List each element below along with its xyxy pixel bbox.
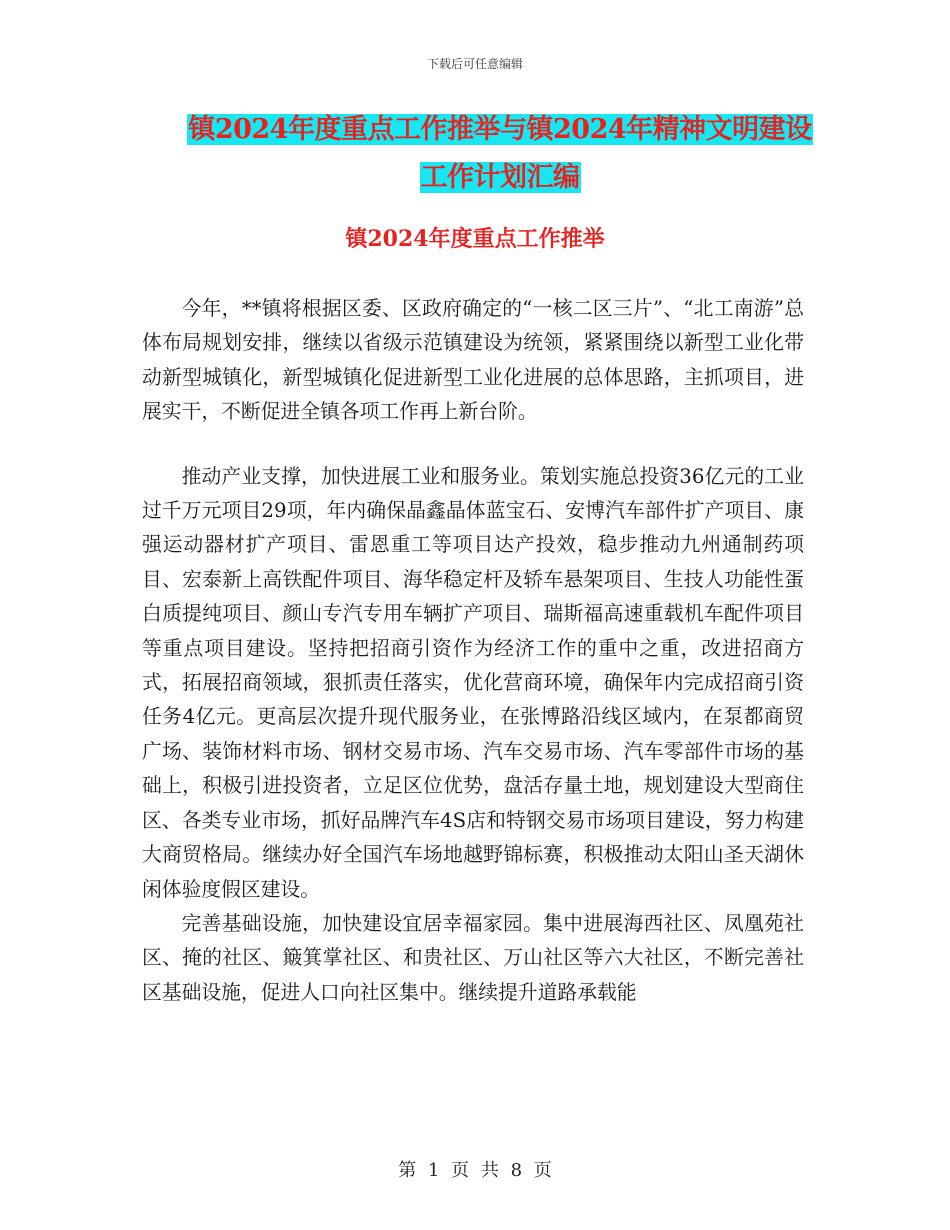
body-text: [142, 292, 804, 1010]
document-title: [150, 106, 850, 202]
paragraph-industry: 推动产业支撑，加快进展工业和服务业。策划实施总投资36亿元的工业过千万元项目29项，年内确保晶鑫晶体蓝宝石、安博汽车部件扩产项目、康强运动器材扩产项目、雷恩重工等项目达产投效，稳步推动九州通制药项目、宏泰新上高铁配件项目、海华稳定杆及轿车悬架项目、生技人功能性蛋白质提纯项目、颜山专汽专用车辆扩产项目、瑞斯福高速重载机车配件项目等重点项目建设。坚持把招商引资作为经济工作的重中之重，改进招商方式，拓展招商领域，狠抓责任落实，优化营商环境，确保年内完成招商引资任务4亿元。更高层次提升现代服务业，在张博路沿线区域内，在泵都商贸广场、装饰材料市场、钢材交易市场、汽车交易市场、汽车零部件市场的基础上，积极引进投资者，立足区位优势，盘活存量土地，规划建设大型商住区、各类专业市场，抓好品牌汽车4S店和特钢交易市场项目建设，努力构建大商贸格局。继续办好全国汽车场地越野锦标赛，积极推动太阳山圣天湖休闲体验度假区建设。: [142, 464, 804, 901]
header-note: 下载后可任意编辑: [426, 57, 523, 71]
section-title: 镇2024年度重点工作推举: [345, 226, 605, 252]
paragraph-intro: 今年，**镇将根据区委、区政府确定的“一核二区三片”、“北工南游”总体布局规划安排，继续以省级示范镇建设为统领，紧紧围绕以新型工业化带动新型城镇化，新型城镇化促进新型工业化进展的总体思路，主抓项目，进展实干，不断促进全镇各项工作再上新台阶。: [142, 297, 804, 424]
paragraph-infrastructure: 完善基础设施，加快建设宜居幸福家园。集中进展海西社区、凤凰苑社区、掩的社区、簸箕掌社区、和贵社区、万山社区等六大社区，不断完善社区基础设施，促进人口向社区集中。继续提升道路承载能: [142, 911, 804, 1004]
page-number: 第 1 页 共 8 页: [398, 1160, 552, 1181]
document-title-line-1: 镇2024年度重点工作推举与镇2024年精神文明建设: [188, 114, 812, 145]
document-title-line-2: 工作计划汇编: [420, 162, 580, 193]
